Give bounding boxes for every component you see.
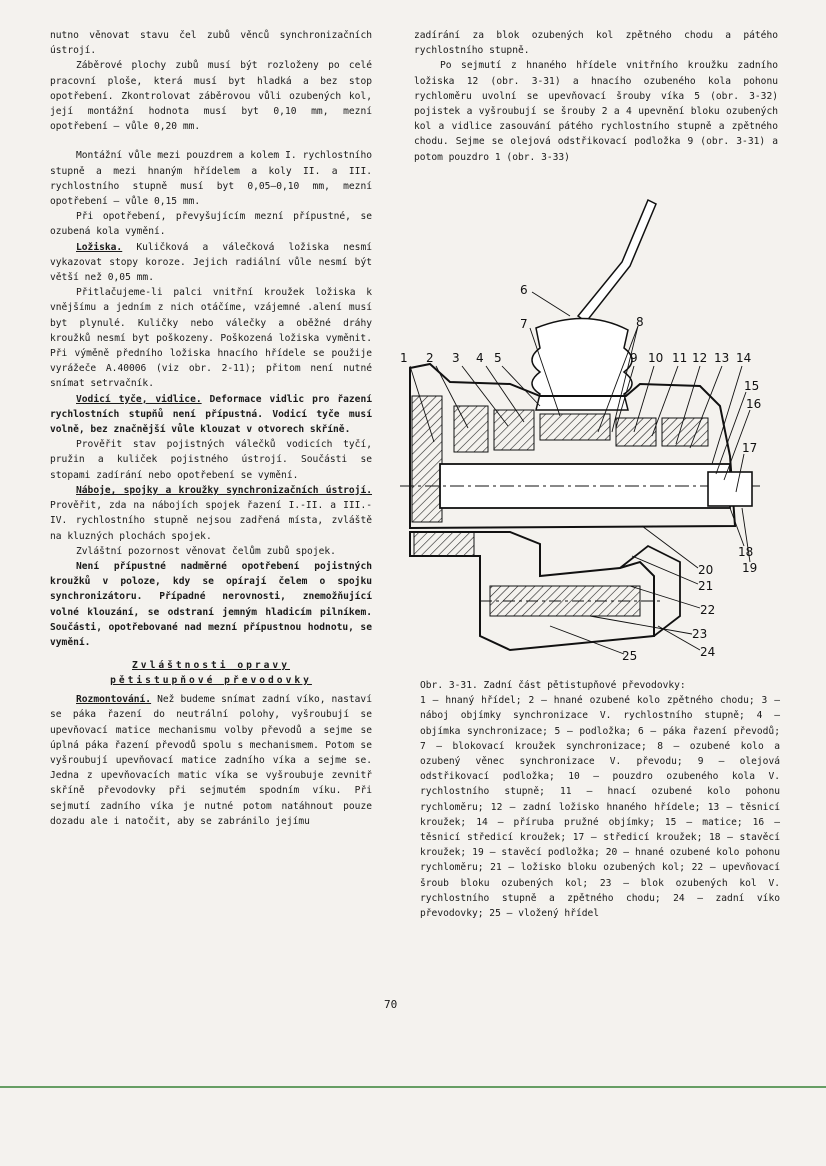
paragraph: nutno věnovat stavu čel zubů věnců synchronizačních ústrojí.: [50, 30, 372, 57]
section-label: Ložiska.: [76, 241, 123, 253]
paragraph: [50, 692, 372, 829]
paragraph: zadírání za blok ozubených kol zpětného chodu a pátého rychlostního stupně.: [414, 30, 778, 57]
part-label: 7: [520, 317, 528, 331]
part-label: 8: [636, 315, 644, 329]
part-label: 12: [692, 351, 708, 365]
paragraph-text: Prověřit, zda na nábojích spojek řazení I.-II. a III.-IV. rychlostního stupně nejsou zadřená místa, zvláště na kluzných plochách spojek.: [50, 500, 372, 542]
section-label: Náboje, spojky a kroužky synchronizačních ústrojí.: [76, 484, 372, 496]
part-label: 4: [476, 351, 484, 365]
part-label: 25: [622, 649, 638, 663]
section-heading: [50, 658, 372, 688]
section-heading-line: Zvláštnosti opravy: [132, 660, 290, 672]
paragraph-text: Než budeme snímat zadní víko, nastaví se páka řazení do neutrální polohy, vyšroubují se upevňovací matice mechanismu volby převodů a sejme se úplná páka řazení převodů spolu s mechanismem. Potom se vyšroubují upevňovací matice zadního víka a sejme se. Jedna z upevňovacích matic víka se vyšroubuje zevnitř skříně převodovky při sejmutém spodním víku. Při sejmutí zadního víka je nutné potom natáhnout pouze dozadu ale i natočit, aby se zabránilo jejímu: [50, 694, 372, 827]
paragraph: Při opotřebení, převyšujícím mezní přípustné, se ozubená kola vymění.: [50, 211, 372, 238]
right-column: [414, 28, 778, 165]
caption-text: 1 – hnaný hřídel; 2 – hnané ozubené kolo zpětného chodu; 3 – náboj objímky synchronizace V. rychlostního stupně; 4 – objímka synchronizace; 5 – podložka; 6 – páka řazení převodů; 7 – blokovací kroužek synchronizace; 8 – ozubené kolo a ozubený věnec synchronizace V. převodu; 9 – olejová odstřikovací podložka; 10 – pouzdro ozubeného kola V. rychlostního stupně; 11 – hnací ozubené kolo pohonu rychloměru; 12 – zadní ložisko hnaného hřídele; 13 – těsnicí kroužek; 14 – příruba pružné objímky; 15 – matice; 16 – těsnicí středicí kroužek; 17 – středicí kroužek; 18 – stavěcí kroužek; 19 – stavěcí podložka; 20 – hnané ozubené kolo pohonu rychloměru; 21 – ložisko bloku ozubených kol; 22 – upevňovací šroub bloku ozubených kol; 23 – blok ozubených kol V. rychlostního stupně a zpětného chodu; 24 – zadní víko převodovky; 25 – vložený hřídel: [420, 695, 780, 920]
part-label: 14: [736, 351, 752, 365]
gearbox-drawing: [390, 196, 780, 674]
caption-title: Obr. 3-31. Zadní část pětistupňové převodovky:: [420, 680, 686, 691]
part-label: 16: [746, 397, 762, 411]
shift-lever: [578, 200, 656, 322]
paragraph: [50, 392, 372, 438]
paragraph: [50, 483, 372, 544]
part-label: 13: [714, 351, 730, 365]
part-label: 15: [744, 379, 760, 393]
bearing-section: [616, 418, 656, 446]
flange-section: [662, 418, 708, 446]
paragraph: Po sejmutí z hnaného hřídele vnitřního kroužku zadního ložiska 12 (obr. 3-31) a hnacího ozubeného kola pohonu rychloměru uvolní se upevňovací šrouby víka 5 (obr. 3-32) pojistek a vyšroubují se šrouby 2 a 4 upevnění bloku ozubených kol a vidlice zasouvání pátého rychlostního stupně a zpětného chodu. Sejme se olejová odstřikovací podložka 9 (obr. 3-31) a potom pouzdro 1 (obr. 3-33): [414, 60, 778, 163]
part-label: 10: [648, 351, 664, 365]
paragraph: Prověřit stav pojistných válečků vodicích tyčí, pružin a kuliček pojistného ústrojí. Součásti se stopami zadírání nebo opotřebení se vymění.: [50, 439, 372, 481]
paragraph-text: Deformace vidlic pro řazení rychlostních stupňů není přípustná. Vodicí tyče musí volně, bez značnější vůle klouzat v otvorech skříně.: [50, 393, 372, 436]
part-label: 19: [742, 561, 758, 575]
section-label: Vodicí tyče, vidlice.: [76, 393, 202, 405]
gear-section: [454, 406, 488, 452]
paragraph: [50, 240, 372, 286]
part-label: 17: [742, 441, 758, 455]
part-label: 22: [700, 603, 716, 617]
part-label: 11: [672, 351, 688, 365]
paragraph: Není přípustné nadměrné opotřebení pojistných kroužků v poloze, kdy se opírají čelem o spojku synchronizátoru. Případné nerovnosti, znemožňující volné klouzání, se odstraní jemným hladicím pilníkem. Součásti, opotřebované nad mezní přípustnou hodnotu, se vymění.: [50, 560, 372, 648]
housing-wall: [414, 532, 474, 556]
part-label: 1: [400, 351, 408, 365]
part-label: 6: [520, 283, 528, 297]
part-label: 20: [698, 563, 714, 577]
part-label: 9: [630, 351, 638, 365]
part-label: 23: [692, 627, 708, 641]
part-label: 24: [700, 645, 716, 659]
paragraph: Montážní vůle mezi pouzdrem a kolem I. rychlostního stupně a mezi hnaným hřídelem a koly II. a III. rychlostního stupně musí byt 0,05–0,10 mm, mezní opotřebení – vůle 0,15 mm.: [50, 150, 372, 208]
part-label: 5: [494, 351, 502, 365]
housing-wall: [412, 396, 442, 522]
section-label: Rozmontování.: [76, 694, 152, 706]
page-number: 70: [384, 998, 398, 1011]
part-label: 3: [452, 351, 460, 365]
part-label: 18: [738, 545, 754, 559]
paragraph: Zvláštní pozornost věnovat čelům zubů spojek.: [76, 545, 336, 557]
output-nut: [708, 472, 752, 506]
paragraph-text: Kuličková a válečková ložiska nesmí vykazovat stopy koroze. Jejich radiální vůle nesmí být větší než 0,05 mm.: [50, 241, 372, 284]
gearbox-figure: [390, 196, 780, 674]
paragraph: Záběrové plochy zubů musí být rozloženy po celé pracovní ploše, která musí byt hladká a bez stop opotřebení. Zkontrolovat záběrovou vůli ozubených kol, její montážní hodnota musí byt 0,10 mm, mezní opotřebení – vůle 0,20 mm.: [50, 60, 372, 133]
bottom-rule: [0, 1086, 826, 1088]
part-label: 2: [426, 351, 434, 365]
paragraph: Přitlačujeme-li palci vnitřní kroužek ložiska k vnějšímu a jedním z nich otáčíme, vzájemné .alení musí byt plynulé. Kuličky nebo válečky a oběžné dráhy kroužků nesmí byt poškozeny. Poškozená ložiska vyměnit. Při výměně předního ložiska hnacího hřídele se použije vyrážeče A.40006 (viz obr. 2-11); přitom není nutné snímat setrvačník.: [50, 287, 372, 390]
part-label: 21: [698, 579, 714, 593]
figure-caption: [420, 678, 780, 921]
left-column: [50, 28, 372, 829]
section-heading-line: pětistupňové převodovky: [110, 675, 312, 687]
